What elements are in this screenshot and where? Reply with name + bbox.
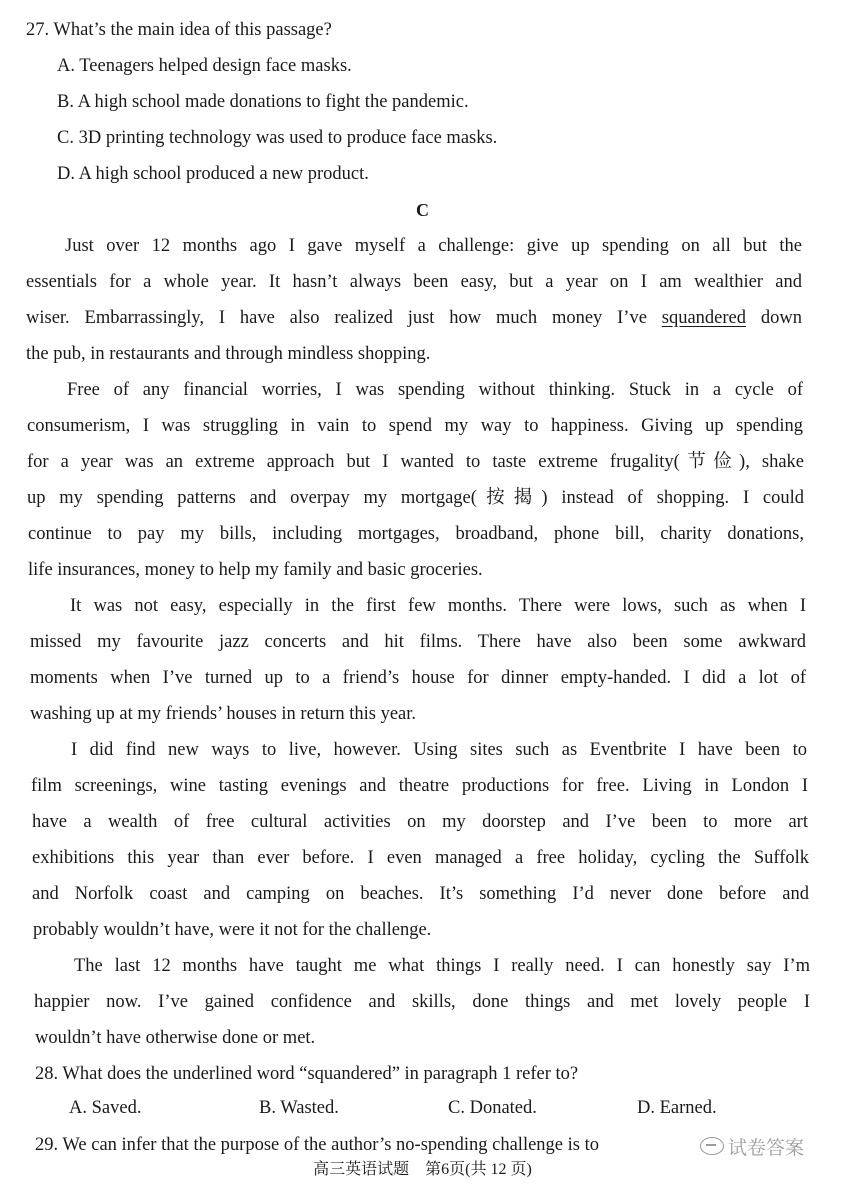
watermark bbox=[700, 1132, 804, 1160]
p2-line-4: up my spending patterns and overpay my mortgage(按揭) instead of shopping. I could bbox=[27, 488, 804, 508]
page-footer: 高三英语试题 第6页(共 12 页) bbox=[313, 1161, 532, 1178]
p3-line-3: moments when I’ve turned up to a friend’s house for dinner empty-handed. I did a lot of bbox=[30, 668, 806, 688]
p2-line-3: for a year was an extreme approach but I wanted to taste extreme frugality(节俭), shake bbox=[27, 452, 804, 472]
question-27: 27. What’s the main idea of this passage? bbox=[26, 20, 332, 40]
p1-line-1: Just over 12 months ago I gave myself a challenge: give up spending on all but the bbox=[65, 236, 802, 256]
q27-option-d: D. A high school produced a new product. bbox=[57, 164, 369, 184]
q27-option-b: B. A high school made donations to fight the pandemic. bbox=[57, 92, 469, 112]
p4-line-2: film screenings, wine tasting evenings and theatre productions for free. Living in London I bbox=[31, 776, 808, 796]
p3-line-1: It was not easy, especially in the first few months. There were lows, such as when I bbox=[70, 596, 806, 616]
p3-line-2: missed my favourite jazz concerts and hit films. There have also been some awkward bbox=[30, 632, 806, 652]
p4-line-3: have a wealth of free cultural activities on my doorstep and I’ve been to more art bbox=[32, 812, 808, 832]
q28-option-d: D. Earned. bbox=[637, 1098, 717, 1118]
p1-line-3 bbox=[26, 306, 802, 330]
q27-option-c: C. 3D printing technology was used to produce face masks. bbox=[57, 128, 498, 148]
p2-line-6: life insurances, money to help my family and basic groceries. bbox=[28, 560, 483, 580]
p4-line-4: exhibitions this year than ever before. I even managed a free holiday, cycling the Suffolk bbox=[32, 848, 809, 868]
q27-option-a: A. Teenagers helped design face masks. bbox=[57, 56, 352, 76]
p5-line-3: wouldn’t have otherwise done or met. bbox=[35, 1028, 316, 1048]
p2-line-1: Free of any financial worries, I was spending without thinking. Stuck in a cycle of bbox=[67, 380, 803, 400]
p4-line-5: and Norfolk coast and camping on beaches. It’s something I’d never done before and bbox=[32, 884, 809, 904]
question-29: 29. We can infer that the purpose of the author’s no-spending challenge is to bbox=[35, 1135, 599, 1155]
watermark-text: 试卷答案 bbox=[728, 1136, 805, 1159]
wechat-icon bbox=[700, 1137, 724, 1155]
question-28: 28. What does the underlined word “squandered” in paragraph 1 refer to? bbox=[35, 1064, 579, 1084]
p1-line-3-before: wiser. Embarrassingly, I have also realized just how much money I’ve bbox=[26, 308, 662, 328]
q28-option-b: B. Wasted. bbox=[259, 1098, 339, 1118]
underlined-word: squandered bbox=[661, 308, 747, 328]
q28-option-a: A. Saved. bbox=[69, 1098, 142, 1118]
p4-line-1: I did find new ways to live, however. Using sites such as Eventbrite I have been to bbox=[71, 740, 807, 760]
p2-line-5: continue to pay my bills, including mortgages, broadband, phone bill, charity donations, bbox=[28, 524, 804, 544]
p4-line-6: probably wouldn’t have, were it not for the challenge. bbox=[33, 920, 432, 940]
p5-line-1: The last 12 months have taught me what things I really need. I can honestly say I’m bbox=[74, 956, 810, 976]
q28-option-c: C. Donated. bbox=[448, 1098, 537, 1118]
p5-line-2: happier now. I’ve gained confidence and skills, done things and met lovely people I bbox=[34, 992, 810, 1012]
section-heading: C bbox=[416, 200, 429, 220]
p1-line-3-after: down bbox=[746, 308, 802, 328]
p2-line-2: consumerism, I was struggling in vain to spend my way to happiness. Giving up spending bbox=[27, 416, 803, 436]
p1-line-4: the pub, in restaurants and through mindless shopping. bbox=[26, 344, 431, 364]
p1-line-2: essentials for a whole year. It hasn’t always been easy, but a year on I am wealthier and bbox=[26, 272, 802, 292]
p3-line-4: washing up at my friends’ houses in return this year. bbox=[30, 704, 417, 724]
